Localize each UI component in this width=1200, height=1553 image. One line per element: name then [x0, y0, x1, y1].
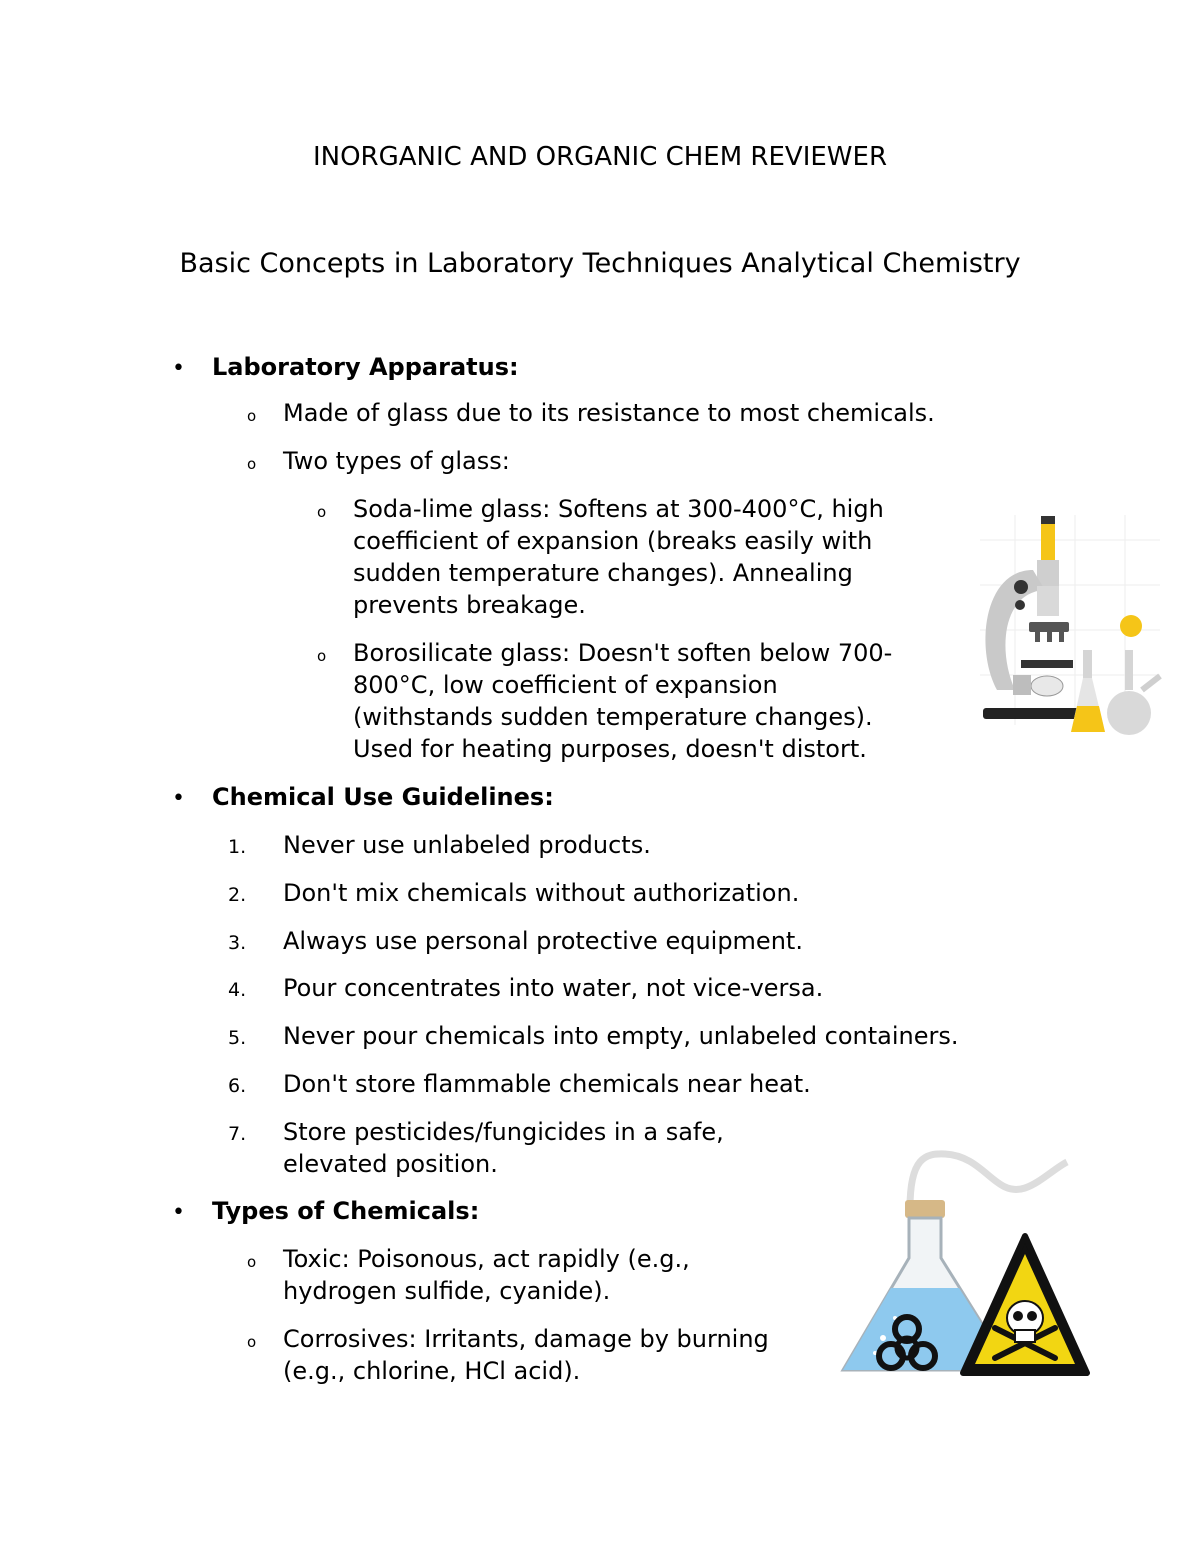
list-number: 5.	[228, 1027, 247, 1049]
list-item: Never use unlabeled products.	[283, 831, 651, 859]
text-line: Toxic: Poisonous, act rapidly (e.g.,	[283, 1245, 690, 1273]
text-line: elevated position.	[283, 1150, 498, 1178]
text-line: sudden temperature changes). Annealing	[353, 559, 853, 587]
toxic-warning-sign-icon	[963, 1236, 1087, 1373]
list-item: Always use personal protective equipment.	[283, 927, 803, 955]
bullet-marker: •	[172, 356, 185, 381]
section-heading: Chemical Use Guidelines:	[212, 783, 554, 811]
list-item-toxic	[283, 1243, 690, 1307]
list-item: Don't store flammable chemicals near heat.	[283, 1070, 811, 1098]
text-line: Corrosives: Irritants, damage by burning	[283, 1325, 769, 1353]
circle-marker: o	[247, 1333, 257, 1351]
document-title: INORGANIC AND ORGANIC CHEM REVIEWER	[312, 142, 888, 172]
text-line: coefficient of expansion (breaks easily with	[353, 527, 873, 555]
circle-marker: o	[247, 407, 257, 425]
tube-icon	[910, 1154, 1067, 1208]
list-number: 3.	[228, 932, 247, 954]
list-number: 1.	[228, 836, 247, 858]
hazard-illustration	[835, 1148, 1095, 1383]
list-item: Never pour chemicals into empty, unlabeled containers.	[283, 1022, 959, 1050]
conical-flask-icon	[1071, 650, 1105, 732]
list-number: 7.	[228, 1123, 247, 1145]
list-item	[283, 1116, 724, 1180]
text-line: Borosilicate glass: Doesn't soften below 700-	[353, 639, 893, 667]
text-line: Soda-lime glass: Softens at 300-400°C, high	[353, 495, 884, 523]
text-line: (e.g., chlorine, HCl acid).	[283, 1357, 581, 1385]
circle-marker: o	[317, 503, 327, 521]
text-line: 800°C, low coefficient of expansion	[353, 671, 778, 699]
list-number: 6.	[228, 1075, 247, 1097]
text-line: hydrogen sulfide, cyanide).	[283, 1277, 611, 1305]
sub-list-item-borosilicate	[353, 637, 892, 765]
circle-marker: o	[247, 455, 257, 473]
circle-marker: o	[317, 647, 327, 665]
circle-marker: o	[247, 1253, 257, 1271]
text-line: Used for heating purposes, doesn't distort.	[353, 735, 867, 763]
microscope-icon	[983, 516, 1093, 719]
text-line: Store pesticides/fungicides in a safe,	[283, 1118, 724, 1146]
document-subtitle: Basic Concepts in Laboratory Techniques Analytical Chemistry	[179, 248, 1021, 279]
microscope-illustration	[975, 510, 1165, 740]
bullet-marker: •	[172, 786, 185, 811]
bullet-marker: •	[172, 1200, 185, 1225]
text-line: (withstands sudden temperature changes).	[353, 703, 873, 731]
sub-list-item-soda-lime	[353, 493, 884, 621]
list-item: Pour concentrates into water, not vice-versa.	[283, 974, 824, 1002]
list-item: Don't mix chemicals without authorization.	[283, 879, 800, 907]
list-item-corrosives	[283, 1323, 769, 1387]
text-line: prevents breakage.	[353, 591, 586, 619]
section-heading: Types of Chemicals:	[212, 1197, 480, 1225]
list-item: Two types of glass:	[283, 447, 510, 475]
list-number: 2.	[228, 884, 247, 906]
list-item: Made of glass due to its resistance to most chemicals.	[283, 399, 935, 427]
section-heading: Laboratory Apparatus:	[212, 353, 519, 381]
list-number: 4.	[228, 979, 247, 1001]
